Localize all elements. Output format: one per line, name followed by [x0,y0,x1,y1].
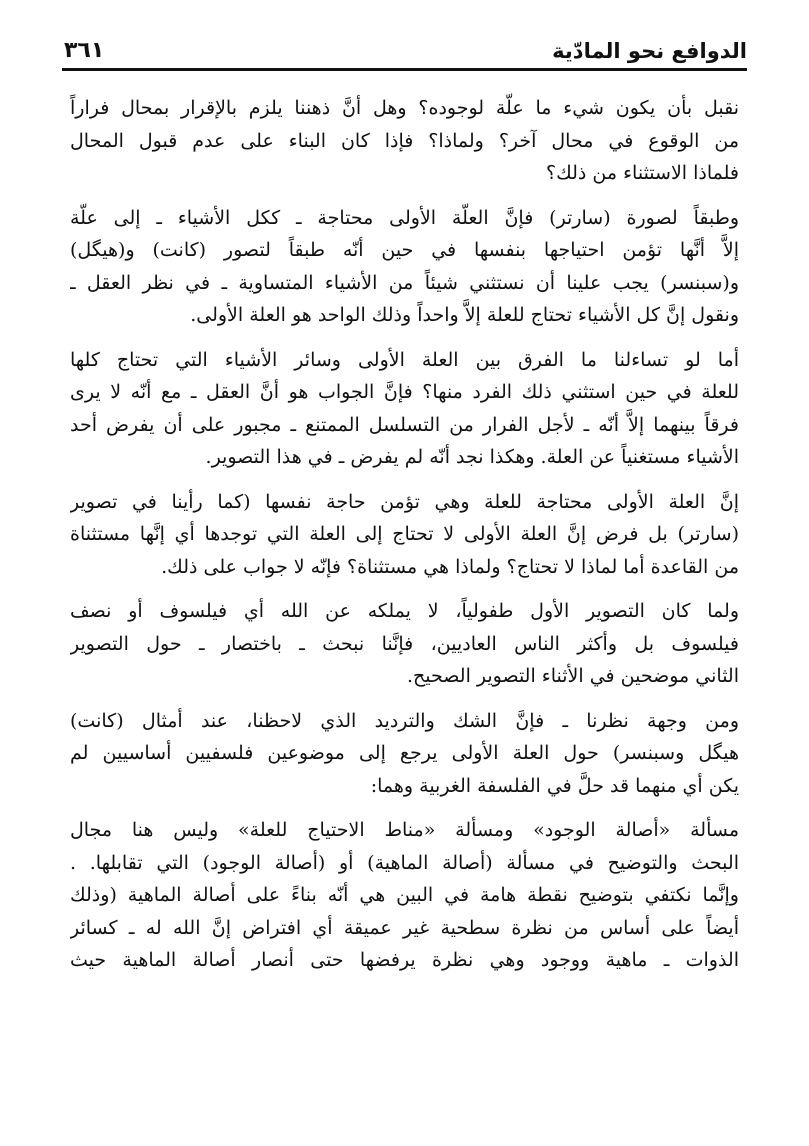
paragraph [70,92,739,190]
text-line: أما لو تساءلنا ما الفرق بين العلة الأولى وسائر الأشياء التي تحتاج كلها [70,348,739,371]
paragraph [70,814,739,977]
text-line: (سارتر) بل فرض إنَّ العلة الأولى لا تحتاج إلى العلة التي توجدها أي إنَّها مستثناة [70,523,739,545]
header-rule [62,68,747,71]
text-line: البحث والتوضيح في مسألة (أصالة الماهية) أو (أصالة الوجود) التي تقابلها. . [70,851,739,874]
text-line: من القاعدة أما لماذا لا تحتاج؟ ولماذا هي مستثناة؟ فإنّه لا جواب على ذلك. [161,555,739,578]
page-header [64,26,747,66]
paragraph [70,202,739,332]
text-line: الذوات ـ ماهية ووجود وهي نظرة يرفضها حتى أنصار أصالة الماهية حيث [70,949,739,971]
text-line: وطبقاً لصورة (سارتر) فإنَّ العلّة الأولى محتاجة ـ ككل الأشياء ـ إلى علّة [70,206,739,229]
text-line: هيگل وسبنسر) حول العلة الأولى يرجع إلى موضوعين فلسفيين أساسيين لم [70,742,739,764]
paragraph [70,344,739,474]
text-line: إنَّ العلة الأولى محتاجة للعلة وهي تؤمن حاجة نفسها (كما رأينا في تصوير [70,490,739,513]
paragraph [70,595,739,693]
text-line: مسألة «أصالة الوجود» ومسألة «مناط الاحتياج للعلة» وليس هنا مجال [70,819,739,841]
text-line: فرقاً بينهما إلاَّ أنّه ـ لأجل الفرار من التسلسل الممتنع ـ مجبور على أن يفرض أحد [70,413,739,436]
text-line: ومن وجهة نظرنا ـ فإنَّ الشك والترديد الذي لاحظنا، عند أمثال (كانت) [70,709,739,732]
text-line: الأشياء مستغنياً عن العلة. وهكذا نجد أنّه لم يفرض ـ في هذا التصوير. [205,446,739,468]
text-line: ولما كان التصوير الأول طفولياً، لا يملكه عن الله أي فيلسوف أو نصف [70,600,739,622]
text-line: يكن أي منهما قد حلَّ في الفلسفة الغربية وهما: [370,774,739,797]
text-line: أيضاً على أساس من نظرة سطحية غير عميقة أي افتراض إنَّ الله له ـ كسائر [70,916,739,939]
text-line: للعلة في حين استثني ذلك الفرد منها؟ فإنَّ الجواب هو أنَّ العقل ـ مع أنّه لا يرى [70,381,739,403]
text-line: فلماذا الاستثناء من ذلك؟ [546,162,739,184]
page-number: ٣٦١ [64,38,105,63]
text-line: فيلسوف بل وأكثر الناس العاديين، فإنَّنا نبحث ـ باختصار ـ حول التصوير [70,632,739,655]
text-line: و(سبنسر) يجب علينا أن نستثني شيئاً من الأشياء المتساوية ـ في نظر العقل ـ [70,271,739,294]
running-title: الدوافع نحو المادّية [552,39,747,63]
text-line: ونقول إنَّ كل الأشياء تحتاج للعلة إلاَّ واحداً وذلك الواحد هو العلة الأولى. [190,304,739,326]
text-line: نقبل بأن يكون شيء ما علّة لوجوده؟ وهل أنَّ ذهننا يلزم بالإقرار بمحال فراراً [70,97,739,119]
body-text [70,92,739,989]
paragraph [70,705,739,803]
text-line: الثاني موضحين في الأثناء التصوير الصحيح. [407,665,739,687]
paragraph [70,486,739,584]
text-line: من الوقوع في محال آخر؟ ولماذا؟ فإذا كان البناء على عدم قبول المحال [70,129,739,152]
text-line: وإنَّما نكتفي بتوضيح نقطة هامة في البين هي أنّه بناءً على أصالة الماهية (وذلك [70,884,739,906]
text-line: إلاَّ أنَّها تؤمن احتياجها بنفسها في حين أنّه طبقاً لتصور (كانت) و(هيگل) [70,239,739,261]
